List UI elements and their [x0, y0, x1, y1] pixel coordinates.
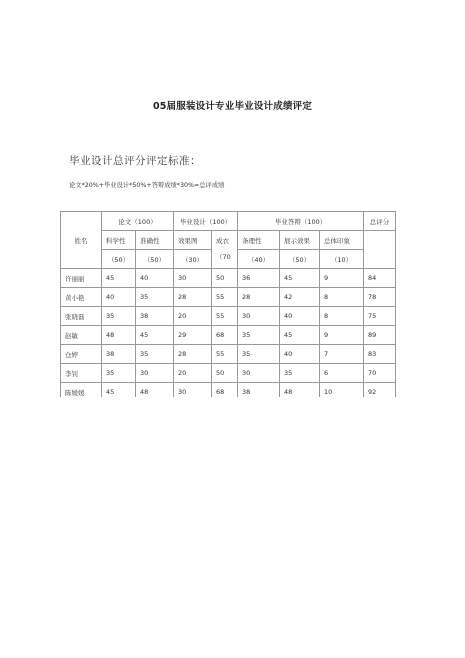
score-cell: 83 — [364, 345, 396, 364]
score-cell: 42 — [280, 288, 320, 307]
score-cell: 92 — [364, 383, 396, 402]
grading-formula: 论文*20%+毕业设计*50%+答辩成绩*30%=总评成绩 — [69, 182, 225, 189]
score-cell: 35 — [136, 345, 174, 364]
table-row — [61, 345, 396, 364]
score-cell: 50 — [212, 364, 238, 383]
document-title: 05届服装设计专业毕业设计成绩评定 — [152, 101, 313, 112]
subheader-impression: 总体印象 — [320, 231, 364, 250]
subheader-effect: 展示效果 — [280, 231, 320, 250]
student-name-cell: 仓婷 — [61, 345, 102, 364]
score-cell: 48 — [136, 383, 174, 402]
student-name-cell: 赵敏 — [61, 326, 102, 345]
max-science: （50） — [102, 250, 136, 269]
score-cell: 36 — [238, 269, 280, 288]
student-name-cell: 陈媛媛 — [61, 383, 102, 402]
score-cell: 28 — [174, 345, 212, 364]
score-cell: 35 — [238, 326, 280, 345]
score-cell: 40 — [136, 269, 174, 288]
subheader-garment-label: 成衣 — [216, 237, 230, 245]
score-cell: 30 — [238, 364, 280, 383]
score-cell: 30 — [174, 269, 212, 288]
score-cell: 30 — [136, 364, 174, 383]
score-cell: 68 — [212, 383, 238, 402]
table-row — [61, 288, 396, 307]
score-cell: 45 — [280, 326, 320, 345]
subheader-garment — [212, 231, 238, 269]
design-header: 毕业设计（100） — [174, 212, 238, 231]
score-cell: 20 — [174, 307, 212, 326]
score-cell: 84 — [364, 269, 396, 288]
score-cell: 75 — [364, 307, 396, 326]
score-cell: 30 — [238, 307, 280, 326]
score-cell: 45 — [136, 326, 174, 345]
score-cell: 35 — [280, 364, 320, 383]
table-row — [61, 364, 396, 383]
score-cell: 28 — [174, 288, 212, 307]
score-cell: 20 — [174, 364, 212, 383]
score-cell: 8 — [320, 307, 364, 326]
score-cell: 38 — [136, 307, 174, 326]
total-header: 总评分 — [364, 212, 396, 231]
grade-rows — [61, 269, 396, 402]
score-cell: 35 — [102, 307, 136, 326]
name-header: 姓名 — [61, 212, 102, 269]
table-row — [61, 326, 396, 345]
score-cell: 10 — [320, 383, 364, 402]
score-cell: 6 — [320, 364, 364, 383]
thesis-header: 论文（100） — [102, 212, 174, 231]
score-cell: 45 — [280, 269, 320, 288]
max-render: （30） — [174, 250, 212, 269]
student-name-cell: 黄小艳 — [61, 288, 102, 307]
score-cell: 35 — [102, 364, 136, 383]
score-cell: 28 — [238, 288, 280, 307]
score-cell: 48 — [102, 326, 136, 345]
subheader-render: 效果图 — [174, 231, 212, 250]
score-cell: 70 — [364, 364, 396, 383]
table-row — [61, 269, 396, 288]
score-cell: 89 — [364, 326, 396, 345]
score-cell: 50 — [212, 269, 238, 288]
score-cell: 45 — [102, 383, 136, 402]
score-cell: 40 — [102, 288, 136, 307]
score-cell: 68 — [212, 326, 238, 345]
score-cell: 78 — [364, 288, 396, 307]
grades-table — [60, 211, 396, 402]
score-cell: 38 — [102, 345, 136, 364]
page-cut-off — [60, 397, 396, 405]
grading-standard-heading: 毕业设计总评分评定标准： — [69, 155, 201, 167]
subheader-logic: 条理性 — [238, 231, 280, 250]
score-cell: 8 — [320, 288, 364, 307]
score-cell: 35 — [238, 345, 280, 364]
max-logic: （40） — [238, 250, 280, 269]
score-cell: 35 — [136, 288, 174, 307]
max-accuracy: （50） — [136, 250, 174, 269]
score-cell: 7 — [320, 345, 364, 364]
score-cell: 9 — [320, 269, 364, 288]
table-row — [61, 307, 396, 326]
max-garment: （70 — [216, 253, 231, 261]
score-cell: 55 — [212, 345, 238, 364]
subheader-accuracy: 准确性 — [136, 231, 174, 250]
student-name-cell: 许丽丽 — [61, 269, 102, 288]
total-blank-cell — [364, 231, 396, 269]
score-cell: 9 — [320, 326, 364, 345]
score-cell: 55 — [212, 288, 238, 307]
student-name-cell: 张晓磊 — [61, 307, 102, 326]
max-impression: （10） — [320, 250, 364, 269]
score-cell: 40 — [280, 345, 320, 364]
defense-header: 毕业答辩（100） — [238, 212, 364, 231]
score-cell: 55 — [212, 307, 238, 326]
subheader-science: 科学性 — [102, 231, 136, 250]
score-cell: 45 — [102, 269, 136, 288]
score-cell: 48 — [280, 383, 320, 402]
student-name-cell: 李钊 — [61, 364, 102, 383]
score-cell: 30 — [174, 383, 212, 402]
score-cell: 38 — [238, 383, 280, 402]
score-cell: 40 — [280, 307, 320, 326]
score-cell: 29 — [174, 326, 212, 345]
max-effect: （50） — [280, 250, 320, 269]
